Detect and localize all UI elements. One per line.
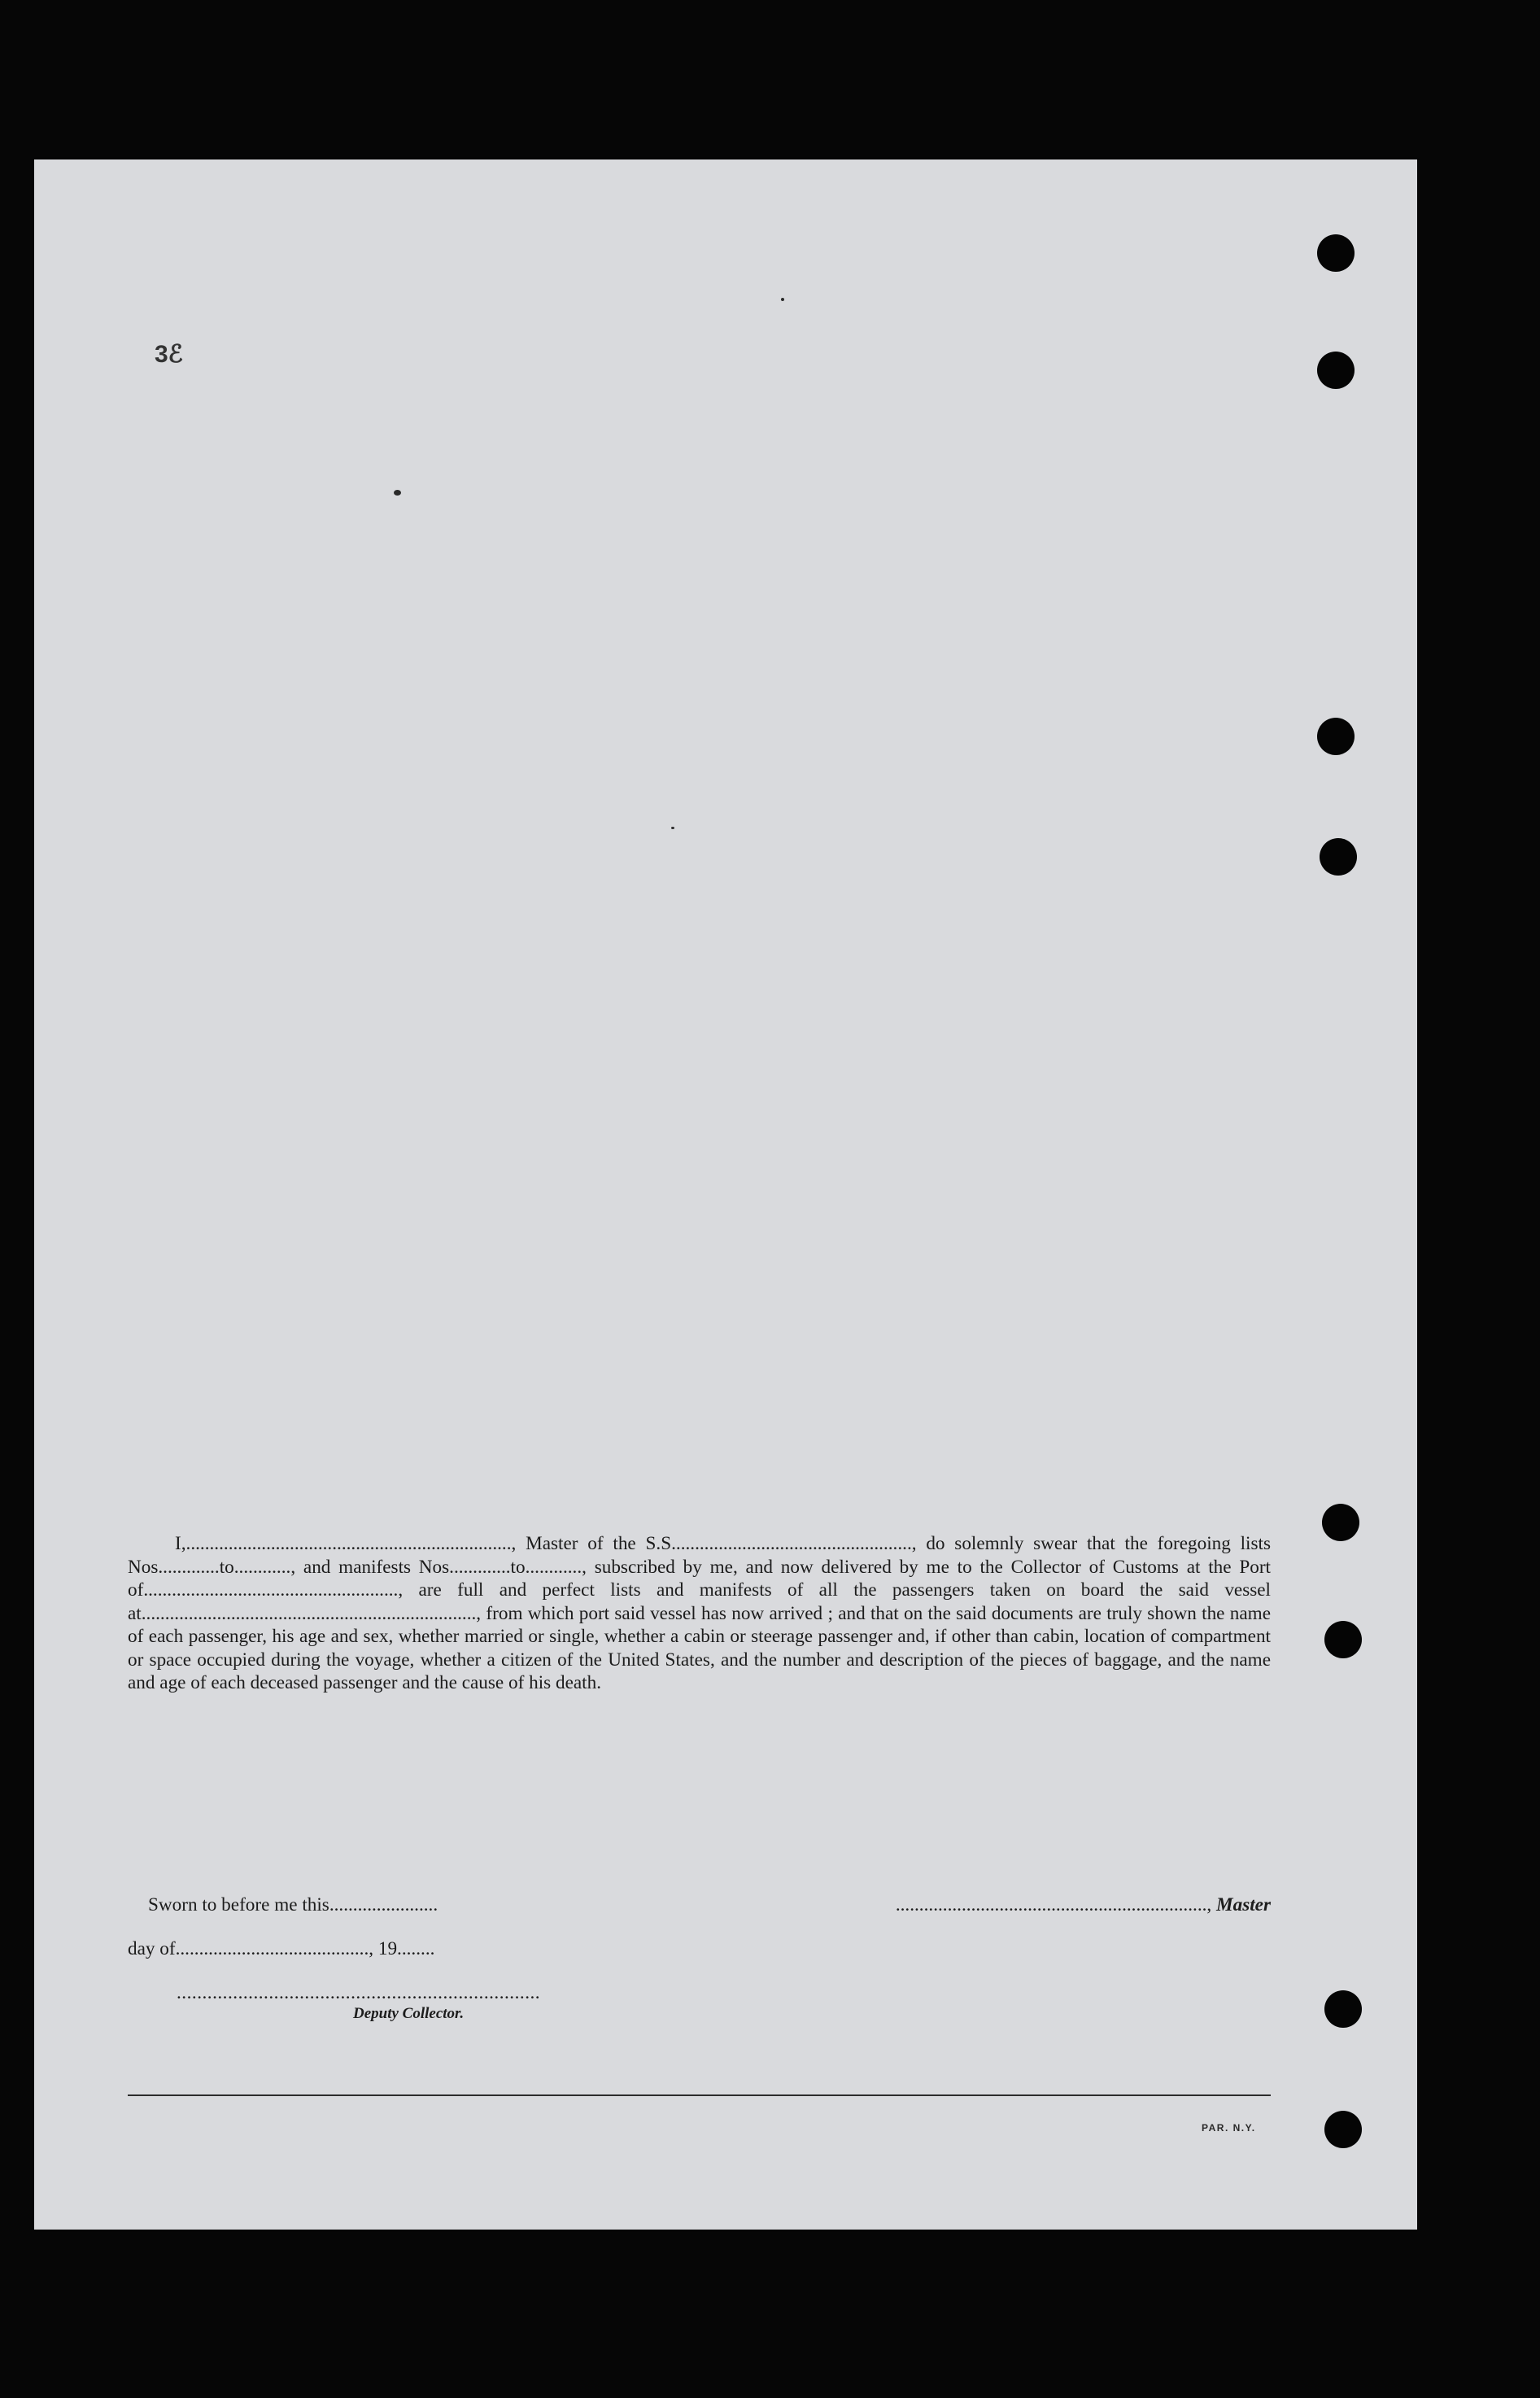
binder-hole: [1324, 2111, 1362, 2148]
stamp-mark: 3ℰ: [155, 341, 183, 368]
master-dots: ..................................................................,: [895, 1894, 1212, 1915]
binder-hole: [1320, 838, 1357, 876]
binder-hole: [1317, 718, 1355, 755]
oath-text: I,....................................................................., Master of the S.S..................................................., do solemnly swear that the foregoing lists Nos.............to............, and manifests Nos.............to............, subscribed by me, and now delivered by me to the Collector of Customs at the Port of......................................................, are full and perfect lists and manifests of all the passengers taken on board the said vessel at......................................................................., from which port said vessel has now arrived ; and that on the said documents are truly shown the name of each passenger, his age and sex, whether married or single, whether a cabin or steerage passenger and, if other than cabin, location of compartment or space occupied during the voyage, whether a citizen of the United States, and the number and description of the pieces of baggage, and the name and age of each deceased passenger and the cause of his death.: [128, 1533, 1271, 1693]
form-code: PAR. N.Y.: [1202, 2122, 1256, 2134]
binder-hole: [1317, 234, 1355, 272]
document-page: [34, 159, 1417, 2230]
master-label: Master: [1216, 1894, 1271, 1915]
horizontal-rule: [128, 2094, 1271, 2096]
oath-paragraph: [128, 1532, 1271, 1695]
binder-hole: [1317, 352, 1355, 389]
deputy-collector-label: Deputy Collector.: [353, 2005, 465, 2022]
master-signature-line: [896, 1894, 1271, 1916]
sworn-line: Sworn to before me this.......................: [148, 1894, 438, 1915]
day-line: day of........................................., 19........: [128, 1938, 435, 1959]
binder-hole: [1324, 1990, 1362, 2028]
binder-hole: [1324, 1621, 1362, 1658]
scan-speck: [671, 827, 674, 829]
deputy-signature-line: .......................................................................: [177, 1982, 541, 2003]
scan-speck: [781, 298, 784, 301]
binder-hole: [1322, 1504, 1359, 1541]
scan-speck: [394, 490, 401, 496]
